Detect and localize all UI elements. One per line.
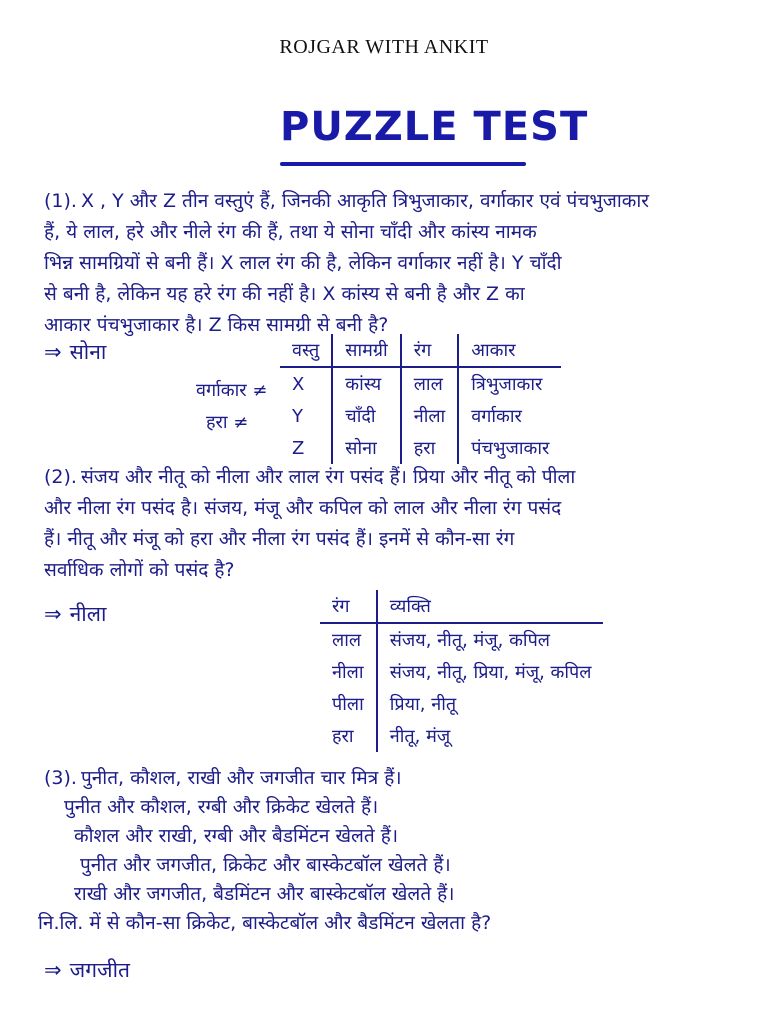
- table-cell: हरा: [401, 432, 459, 464]
- table-cell: Z: [292, 437, 305, 459]
- question-1-line: से बनी है, लेकिन यह हरे रंग की नहीं है। X कांस्य से बनी है और Z का: [44, 283, 525, 305]
- question-2-line: सर्वाधिक लोगों को पसंद है?: [44, 559, 235, 581]
- question-1: [44, 186, 744, 341]
- table-cell: कांस्य: [332, 367, 400, 400]
- question-1-line: (1). X , Y और Z तीन वस्तुएं हैं, जिनकी आकृति त्रिभुजाकार, वर्गाकार एवं पंचभुजाकार: [44, 190, 650, 212]
- question-1-number: (1).: [44, 190, 77, 212]
- table-cell: त्रिभुजाकार: [458, 367, 561, 400]
- table-row: [320, 720, 603, 752]
- table-2: [320, 590, 603, 752]
- question-1-line: भिन्न सामग्रियों से बनी हैं। X लाल रंग की है, लेकिन वर्गाकार नहीं है। Y चाँदी: [44, 252, 562, 274]
- title-underline: [280, 162, 526, 166]
- table-cell: पंचभुजाकार: [458, 432, 561, 464]
- table-row: [280, 400, 561, 432]
- arrow-icon: ⇒: [44, 958, 62, 982]
- question-2-line: और नीला रंग पसंद है। संजय, मंजू और कपिल को लाल और नीला रंग पसंद: [44, 497, 562, 519]
- table-1: [280, 334, 561, 464]
- table-row: [320, 688, 603, 720]
- table-cell: हरा: [332, 726, 354, 747]
- table-cell: वर्गाकार: [458, 400, 561, 432]
- table-1-side-note: हरा ≠: [206, 412, 249, 433]
- answer-1: ⇒ सोना: [44, 340, 107, 364]
- table-1-side-note: वर्गाकार ≠: [196, 380, 268, 401]
- question-3-line: कौशल और राखी, रग्बी और बैडमिंटन खेलते हैं।: [74, 825, 399, 847]
- question-3: [38, 764, 744, 938]
- table-row: [320, 590, 603, 623]
- table-cell: Y: [292, 405, 303, 427]
- table-header-cell: रंग: [401, 334, 459, 367]
- question-3-line: पुनीत और कौशल, रग्बी और क्रिकेट खेलते हैं।: [64, 796, 379, 818]
- answer-3: ⇒ जगजीत: [44, 958, 131, 982]
- table-header-cell: सामग्री: [332, 334, 400, 367]
- table-row: [320, 623, 603, 656]
- table-header-cell: व्यक्ति: [377, 590, 604, 623]
- table-cell: चाँदी: [332, 400, 400, 432]
- table-cell: पीला: [332, 694, 364, 715]
- table-row: [320, 656, 603, 688]
- table-cell: नीतू, मंजू: [377, 720, 604, 752]
- table-header-cell: रंग: [320, 590, 377, 623]
- question-1-line: हैं, ये लाल, हरे और नीले रंग की हैं, तथा ये सोना चाँदी और कांस्य नामक: [44, 221, 537, 243]
- table-header-cell: आकार: [458, 334, 561, 367]
- table-cell: संजय, नीतू, मंजू, कपिल: [377, 623, 604, 656]
- question-2: [44, 462, 744, 586]
- table-cell: नीला: [332, 662, 364, 683]
- page-header: ROJGAR WITH ANKIT: [279, 36, 489, 58]
- question-3-line: राखी और जगजीत, बैडमिंटन और बास्केटबॉल खेलते हैं।: [74, 883, 455, 905]
- arrow-icon: ⇒: [44, 340, 62, 364]
- question-3-number: (3).: [44, 767, 77, 789]
- table-cell: लाल: [332, 630, 362, 651]
- question-1-line: आकार पंचभुजाकार है। Z किस सामग्री से बनी है?: [44, 314, 389, 336]
- table-cell: लाल: [401, 367, 459, 400]
- question-3-line: पुनीत और जगजीत, क्रिकेट और बास्केटबॉल खेलते हैं।: [80, 854, 451, 876]
- question-3-line: नि.लि. में से कौन-सा क्रिकेट, बास्केटबॉल और बैडमिंटन खेलता है?: [38, 912, 492, 934]
- table-row: [280, 334, 561, 367]
- table-cell: नीला: [401, 400, 459, 432]
- question-2-line: (2). संजय और नीतू को नीला और लाल रंग पसंद हैं। प्रिया और नीतू को पीला: [44, 466, 576, 488]
- table-cell: सोना: [332, 432, 400, 464]
- table-cell: X: [292, 373, 305, 395]
- table-cell: संजय, नीतू, प्रिया, मंजू, कपिल: [377, 656, 604, 688]
- answer-2: ⇒ नीला: [44, 602, 107, 626]
- table-header-cell: वस्तु: [280, 334, 332, 367]
- table-cell: प्रिया, नीतू: [377, 688, 604, 720]
- table-row: [280, 432, 561, 464]
- question-2-number: (2).: [44, 466, 77, 488]
- question-2-line: हैं। नीतू और मंजू को हरा और नीला रंग पसंद हैं। इनमें से कौन-सा रंग: [44, 528, 515, 550]
- table-row: [280, 367, 561, 400]
- question-3-line: (3). पुनीत, कौशल, राखी और जगजीत चार मित्र हैं।: [44, 767, 402, 789]
- page-title: PUZZLE TEST: [280, 104, 589, 150]
- arrow-icon: ⇒: [44, 602, 62, 626]
